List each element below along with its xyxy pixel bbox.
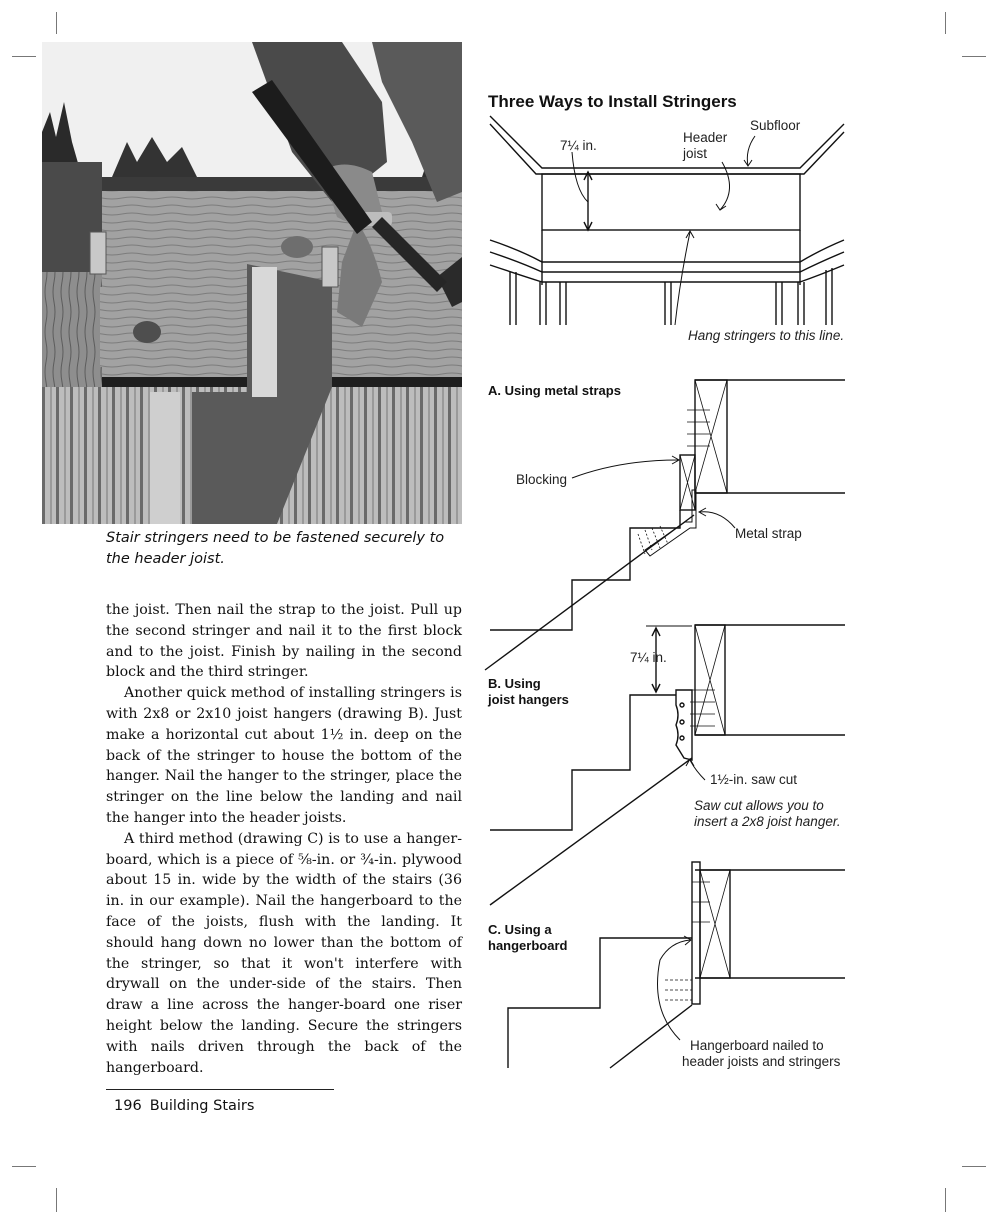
drawing-c-title: C. Using a (488, 922, 552, 937)
subfloor-label: Subfloor (750, 118, 801, 133)
crop-mark (12, 1166, 36, 1167)
blocking-label: Blocking (516, 472, 568, 487)
crop-mark (12, 56, 36, 57)
crop-mark (962, 1166, 986, 1167)
footer-rule (106, 1089, 334, 1090)
stringer-diagram (480, 110, 860, 1080)
hangerboard-note: Hangerboard nailed to (690, 1038, 824, 1053)
saw-cut-note: insert a 2x8 joist hanger. (694, 814, 841, 829)
paragraph: A third method (drawing C) is to use a hanger-board, which is a piece of ⅝-in. or ¾-in. plywood about 15 in. wide by the width of the stairs (36 in. in our example). Nail the hangerboard to the face of the joists, flush with the landing. It should hang down no lower than the bottom of the stringer, so that it won't interfere with drywall on the under-side of the stairs. Then draw a line across the hanger-board one riser height below the landing. Secure the stringers with nails driven through the back of the hangerboard. (106, 830, 462, 1076)
drawing-c-title: hangerboard (488, 938, 568, 953)
photo-caption: Stair stringers need to be fastened securely to the header joist. (106, 530, 445, 567)
crop-mark (945, 12, 946, 34)
hangerboard-note: header joists and stringers (682, 1054, 841, 1069)
metal-strap-label: Metal strap (735, 526, 802, 541)
crop-mark (56, 12, 57, 34)
hang-line-label: Hang stringers to this line. (688, 328, 845, 343)
paragraph: the joist. Then nail the strap to the joist. Pull up the second stringer and nail it to the first block and to the joist. Finish by nailing in the second block and the third stringer. (106, 602, 462, 681)
page-number: 196 (114, 1098, 142, 1114)
page-footer (114, 1098, 262, 1114)
drawing-b (490, 625, 845, 905)
header-joist-label: joist (683, 146, 708, 161)
crop-mark (945, 1188, 946, 1212)
header-joist-label: Header (683, 130, 728, 145)
figure-title: Three Ways to Install Stringers (488, 92, 737, 111)
saw-cut-label: 1½-in. saw cut (710, 772, 798, 787)
crop-mark (56, 1188, 57, 1212)
saw-cut-note: Saw cut allows you to (694, 798, 824, 813)
stringer-photo (42, 42, 462, 524)
section-title: Building Stairs (149, 1098, 255, 1114)
crop-mark (962, 56, 986, 57)
drawing-a-title: A. Using metal straps (488, 383, 621, 398)
top-dimension-label: 7¼ in. (560, 138, 597, 153)
drawing-b-dimension: 7¼ in. (630, 650, 667, 665)
drawing-b-title: joist hangers (488, 692, 569, 707)
paragraph: Another quick method of installing stringers is with 2x8 or 2x10 joist hangers (drawing B). Just make a horizontal cut about 1½ in. deep on the back of the stringer to house the bottom of the hanger. Nail the hanger to the stringer, place the stringer on the line below the landing and nail the hanger into the header joists. (106, 685, 462, 826)
top-drawing (490, 116, 844, 325)
body-text (106, 600, 462, 1078)
drawing-b-title: B. Using (488, 676, 541, 691)
